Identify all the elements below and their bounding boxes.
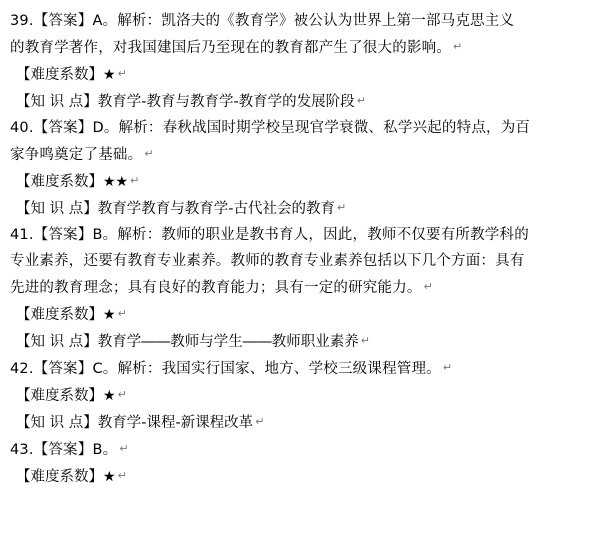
answer-block-39 [10, 8, 598, 115]
knowledge-text: 教育学-教育与教育学-教育学的发展阶段 [97, 94, 355, 110]
knowledge-text: 教育学教育与教育学-古代社会的教育 [97, 201, 335, 217]
pilcrow-icon: ↵ [117, 67, 127, 80]
difficulty-label: 【难度系数】 [16, 388, 103, 404]
knowledge-line [10, 328, 598, 355]
knowledge-line [10, 195, 598, 222]
pilcrow-icon: ↵ [144, 147, 154, 160]
answer-text: 家争鸣奠定了基础。 [10, 147, 143, 163]
answer-text-line: 39.【答案】A。解析：凯洛夫的《教育学》被公认为世界上第一部马克思主义 [10, 13, 515, 29]
knowledge-label: 【知 识 点】 [16, 334, 98, 350]
difficulty-label: 【难度系数】 [16, 307, 103, 323]
pilcrow-icon: ↵ [130, 174, 140, 187]
difficulty-label: 【难度系数】 [16, 469, 103, 485]
difficulty-line [10, 463, 598, 490]
knowledge-text: 教育学――教师与学生――教师职业素养 [97, 334, 359, 350]
answer-text-line: 专业素养，还要有教育专业素养。教师的教育专业素养包括以下几个方面：具有 [10, 253, 525, 269]
difficulty-stars: ★ [103, 469, 116, 485]
answer-text: 先进的教育理念；具有良好的教育能力；具有一定的研究能力。 [10, 280, 422, 296]
difficulty-line [10, 301, 598, 328]
answer-block-40 [10, 115, 598, 222]
answer-text-line [10, 34, 598, 61]
answer-text-line: 40.【答案】D。解析：春秋战国时期学校呈现官学衰微、私学兴起的特点，为百 [10, 120, 531, 136]
difficulty-label: 【难度系数】 [16, 174, 103, 190]
difficulty-stars: ★ [103, 67, 116, 83]
pilcrow-icon: ↵ [336, 201, 347, 214]
difficulty-line [10, 382, 598, 409]
difficulty-label: 【难度系数】 [16, 67, 103, 83]
answer-text-line [10, 355, 598, 382]
answer-block-42 [10, 355, 598, 436]
pilcrow-icon: ↵ [117, 469, 127, 482]
answer-text-line [10, 436, 598, 463]
knowledge-text: 教育学-课程-新课程改革 [97, 415, 254, 431]
pilcrow-icon: ↵ [117, 307, 127, 320]
pilcrow-icon: ↵ [117, 388, 127, 401]
knowledge-line [10, 88, 598, 115]
answer-text-line [10, 141, 598, 168]
pilcrow-icon: ↵ [453, 40, 463, 53]
pilcrow-icon: ↵ [360, 334, 370, 347]
difficulty-stars: ★ [103, 307, 116, 323]
knowledge-label: 【知 识 点】 [16, 415, 98, 431]
pilcrow-icon: ↵ [442, 361, 453, 374]
knowledge-line [10, 409, 598, 436]
answer-block-43 [10, 436, 598, 490]
knowledge-label: 【知 识 点】 [16, 201, 98, 217]
difficulty-stars: ★★ [103, 174, 129, 190]
answer-text: 的教育学著作，对我国建国后乃至现在的教育都产生了很大的影响。 [10, 40, 451, 56]
answer-text: 43.【答案】B。 [10, 442, 118, 458]
pilcrow-icon: ↵ [119, 442, 129, 455]
difficulty-stars: ★ [103, 388, 116, 404]
difficulty-line [10, 168, 598, 195]
knowledge-label: 【知 识 点】 [16, 94, 98, 110]
difficulty-line [10, 61, 598, 88]
pilcrow-icon: ↵ [356, 94, 366, 107]
answer-text-line: 41.【答案】B。解析：教师的职业是教书育人，因此，教师不仅要有所教学科的 [10, 227, 529, 243]
pilcrow-icon: ↵ [255, 415, 265, 428]
answer-block-41 [10, 222, 598, 355]
answer-text: 42.【答案】C。解析：我国实行国家、地方、学校三级课程管理。 [10, 361, 441, 377]
pilcrow-icon: ↵ [423, 280, 434, 293]
answer-text-line [10, 274, 598, 301]
